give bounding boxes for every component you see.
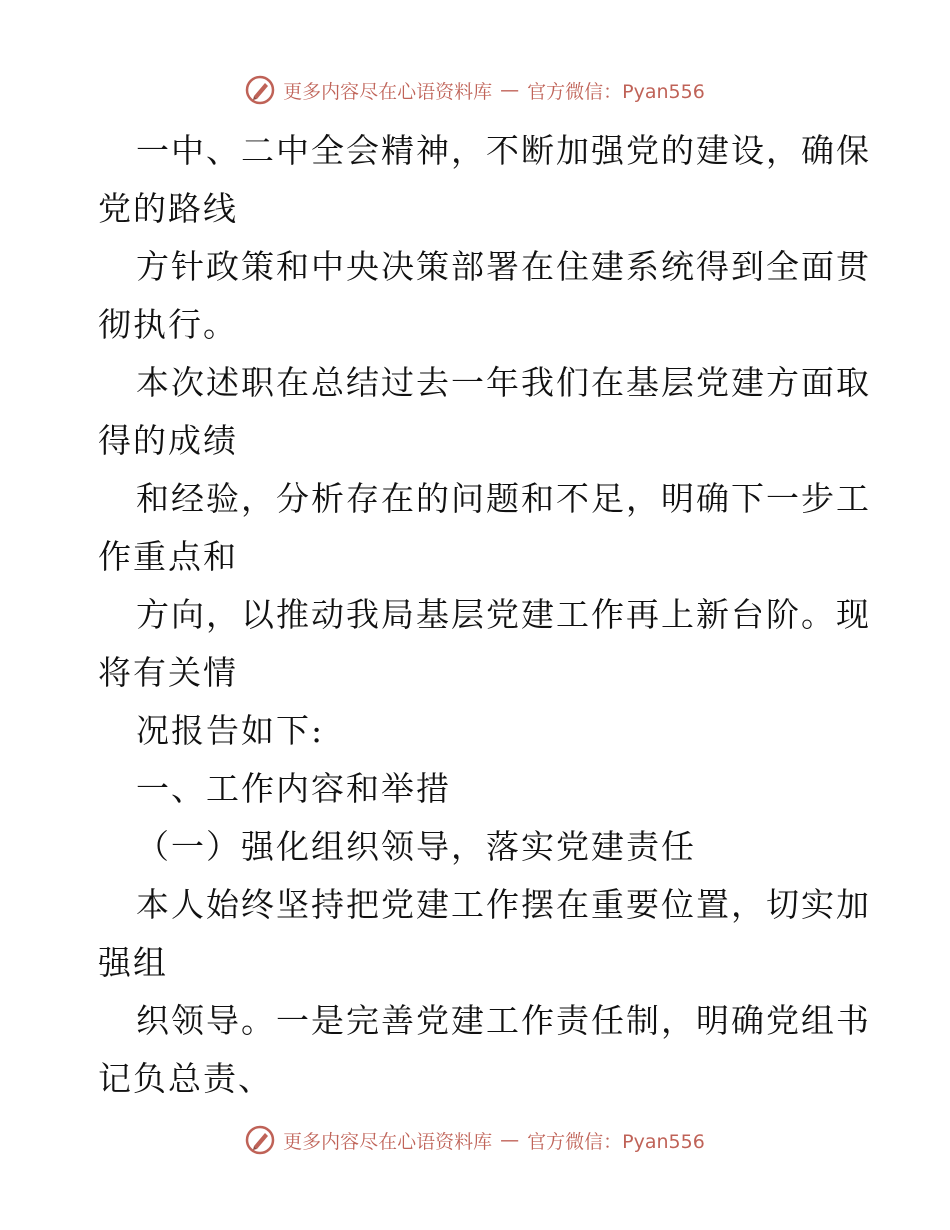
text-line: 党的路线 bbox=[98, 189, 238, 228]
text-line: 一中、二中全会精神，不断加强党的建设，确保 bbox=[136, 131, 871, 170]
text-line: 况报告如下: bbox=[136, 711, 325, 750]
watermark-separator: — bbox=[500, 1129, 520, 1151]
text-line: 记负总责、 bbox=[98, 1059, 273, 1098]
text-line: 彻执行。 bbox=[98, 305, 238, 344]
watermark-text: 更多内容尽在心语资料库 bbox=[283, 80, 493, 103]
pen-logo-icon bbox=[245, 1125, 275, 1155]
watermark-contact: 官方微信：Pyan556 bbox=[527, 80, 705, 103]
text-line: 本次述职在总结过去一年我们在基层党建方面取 bbox=[136, 363, 871, 402]
text-line: 得的成绩 bbox=[98, 421, 238, 460]
text-line: 强组 bbox=[98, 943, 168, 982]
text-line: 作重点和 bbox=[98, 537, 238, 576]
text-line: 本人始终坚持把党建工作摆在重要位置，切实加 bbox=[136, 885, 871, 924]
text-line: 和经验，分析存在的问题和不足，明确下一步工 bbox=[136, 479, 871, 518]
text-line: 方针政策和中央决策部署在住建系统得到全面贯 bbox=[136, 247, 871, 286]
watermark-separator: — bbox=[500, 79, 520, 101]
watermark-text: 更多内容尽在心语资料库 bbox=[283, 1130, 493, 1153]
text-line: 织领导。一是完善党建工作责任制，明确党组书 bbox=[136, 1001, 871, 1040]
footer-watermark bbox=[0, 1120, 950, 1160]
text-line: 将有关情 bbox=[98, 653, 238, 692]
text-line: 方向，以推动我局基层党建工作再上新台阶。现 bbox=[136, 595, 871, 634]
watermark-contact: 官方微信：Pyan556 bbox=[527, 1130, 705, 1153]
section-heading: 一、工作内容和举措 bbox=[136, 769, 451, 808]
document-body bbox=[98, 122, 871, 1108]
subsection-heading: （一）强化组织领导，落实党建责任 bbox=[136, 827, 696, 866]
header-watermark bbox=[0, 70, 950, 110]
pen-logo-icon bbox=[245, 75, 275, 105]
